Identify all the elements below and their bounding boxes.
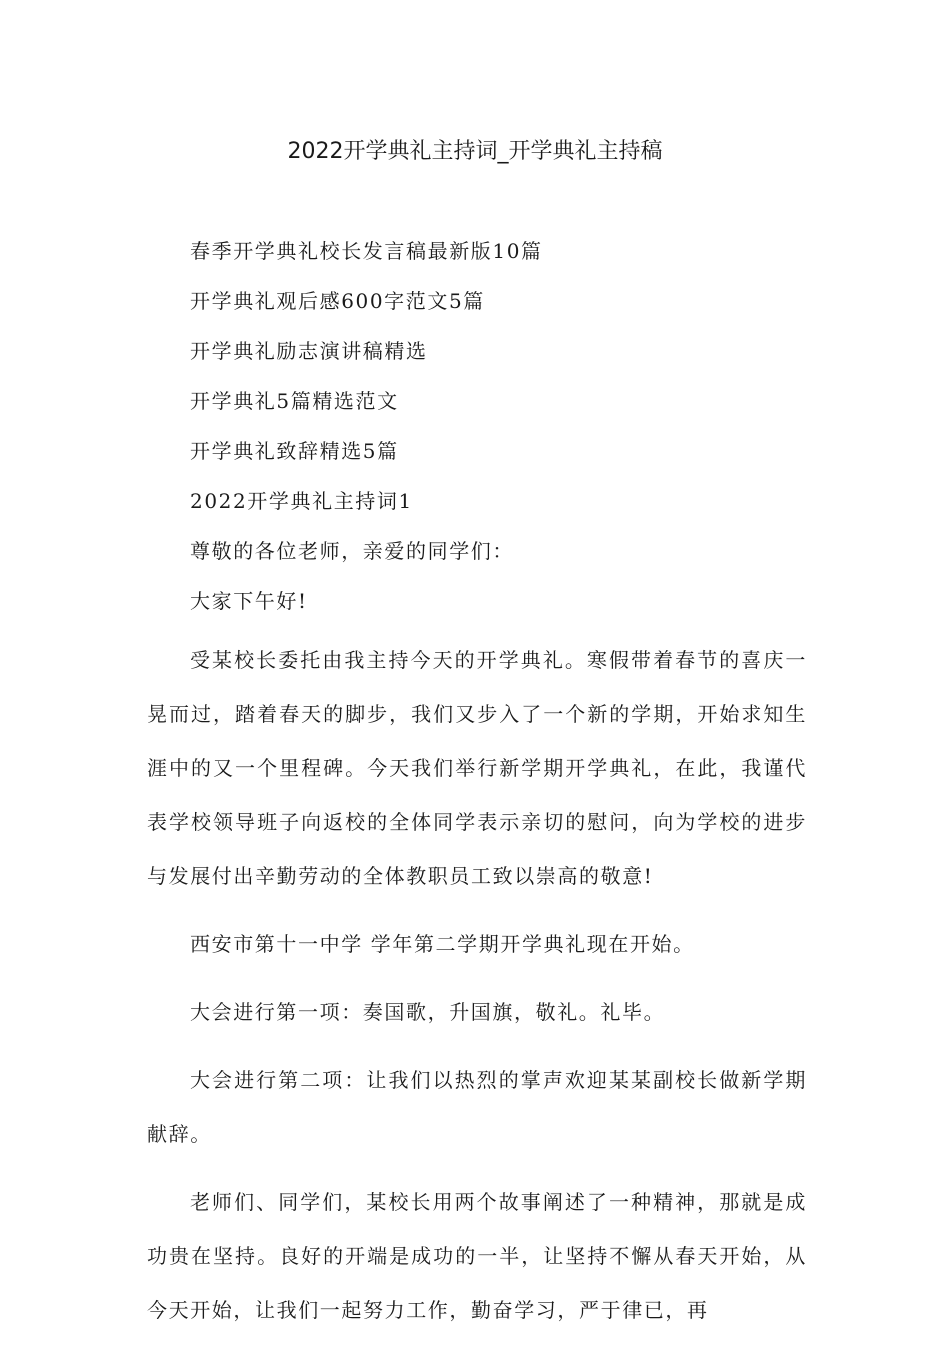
related-link-2[interactable]: 开学典礼观后感600字范文5篇 xyxy=(190,289,485,313)
paragraph-item-1: 大会进行第一项：奏国歌，升国旗，敬礼。礼毕。 xyxy=(190,1000,666,1024)
paragraph-opening: 受某校长委托由我主持今天的开学典礼。寒假带着春节的喜庆一晃而过，踏着春天的脚步，我们又步入了一个新的学期，开始求知生涯中的又一个里程碑。今天我们举行新学期开学典礼，在此，我谨代表学校领导班子向返校的全体同学表示亲切的慰问，向为学校的进步与发展付出辛勤劳动的全体教职员工致以崇高的敬意! xyxy=(147,648,807,888)
document-body xyxy=(147,233,807,1351)
paragraph-item-2: 大会进行第二项：让我们以热烈的掌声欢迎某某副校长做新学期献辞。 xyxy=(147,1068,807,1146)
paragraph-remarks: 老师们、同学们，某校长用两个故事阐述了一种精神，那就是成功贵在坚持。良好的开端是成功的一半，让坚持不懈从春天开始，从今天开始，让我们一起努力工作，勤奋学习，严于律已，再 xyxy=(147,1190,807,1322)
paragraph-start: 西安市第十一中学 学年第二学期开学典礼现在开始。 xyxy=(190,932,695,956)
related-link-1[interactable]: 春季开学典礼校长发言稿最新版10篇 xyxy=(190,239,543,263)
greeting: 尊敬的各位老师，亲爱的同学们： xyxy=(190,539,514,563)
related-link-3[interactable]: 开学典礼励志演讲稿精选 xyxy=(190,339,428,363)
related-link-4[interactable]: 开学典礼5篇精选范文 xyxy=(190,389,399,413)
section-heading: 2022开学典礼主持词1 xyxy=(190,489,413,513)
document-title: 2022开学典礼主持词_开学典礼主持稿 xyxy=(287,139,663,164)
salutation: 大家下午好! xyxy=(190,589,308,613)
related-link-5[interactable]: 开学典礼致辞精选5篇 xyxy=(190,439,399,463)
